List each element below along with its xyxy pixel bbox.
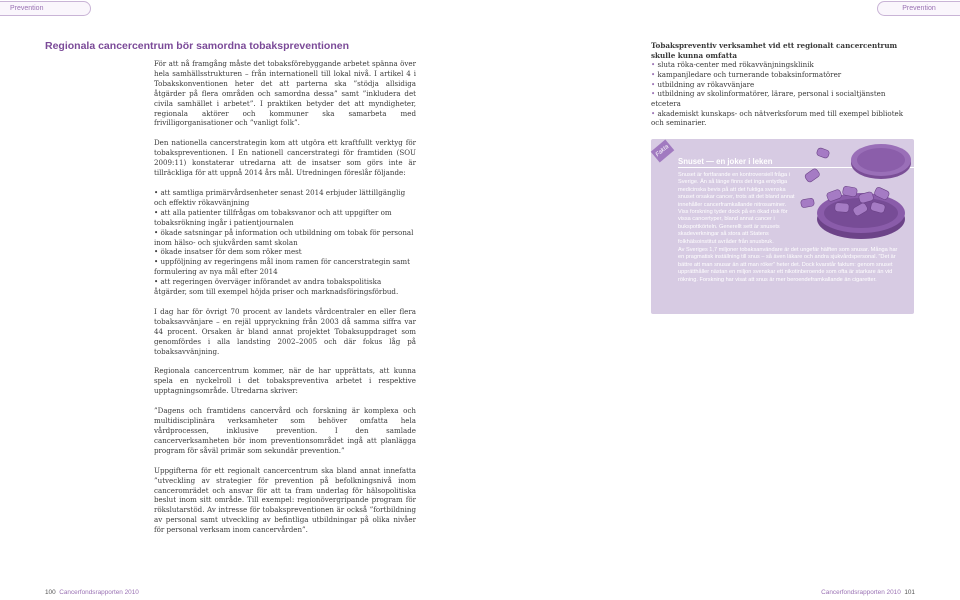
list-item-text: akademiskt kunskaps- och nätverksforum med till exempel bibliotek och seminarier. [651, 108, 904, 128]
page-heading: Regionala cancercentrum bör samordna tobakspreventionen [45, 40, 349, 52]
list-item: • ökade insatser för dem som röker mest [154, 247, 302, 257]
page-number: 100 [45, 589, 56, 596]
list-item: • att regeringen överväger införandet av andra tobakspolitiska åtgärder, som till exempel höjda priser och marknadsföringsförbud. [154, 277, 399, 297]
publication-name: Cancerfondsrapporten 2010 [821, 589, 901, 596]
proposal-list [154, 188, 416, 297]
list-item-text: sluta röka-center med rökavvänjningsklinik [657, 60, 814, 70]
section-tab-left: Prevention [0, 1, 91, 16]
list-item [651, 70, 915, 80]
publication-name: Cancerfondsrapporten 2010 [59, 589, 139, 596]
paragraph: Uppgifterna för ett regionalt cancercentrum ska bland annat innefatta ”utveckling av strategier för prevention på befolkningsnivå inom canceromrädet och ansvar för att ta fram underlag för hälsopolitiska beslut inom sitt område. Till exempel: regionövergripande program för rökslutarstöd. Av intresse för tobakspreventionen är också ”fortbildning av personal samt utveckling av befintliga utbildningar på olika nivåer för personal verksam inom cancervården”. [154, 465, 416, 535]
bullet-icon: • [651, 60, 656, 70]
list-item-text: utbildning av rökavvänjare [657, 79, 755, 89]
list-item-text: utbildning av skolinformatörer, lärare, personal i socialtjänsten etcetera [651, 89, 886, 108]
activities-list [651, 60, 915, 128]
paragraph: Den nationella cancerstrategin kom att utgöra ett kraftfullt verktyg för tobakspreventionen. I En nationell cancerstrategi för framtiden (SOU 2009:11) konstaterar utredarna att de insatser som görs inte är tillräckliga för att uppnå 2014 års mål. Utredningen föreslår följande: [154, 138, 416, 178]
article-body-left [154, 59, 416, 545]
snus-tin-illustration [799, 141, 914, 246]
list-item [651, 80, 915, 90]
fact-box-text: Snuset är fortfarande en kontroversiell fråga i Sverige. Än så länge finns det inga entydiga medicinska bevis på att det fuktiga svenska snuset orsakar cancer, trots att det bland annat innehåller cancerframkallande nitrosaminer. Viss forskning tyder dock på en ökad risk för vissa cancertyper, bland annat cancer i bukspottkörteln. Generellt sett är snusets skadeverkningar så stora att Statens folkhälsoinstitut avråder från snusbruk. [678, 172, 795, 245]
sidebar-activities [651, 41, 915, 128]
fact-badge: Fakta [651, 140, 675, 163]
list-item [651, 109, 915, 128]
list-item: • ökade satsningar på information och utbildning om tobak för personal inom hälso- och sjukvården samt skolan [154, 227, 414, 247]
list-item: • uppföljning av regeringens mål inom ramen för cancerstrategin samt formulering av nya mål efter 2014 [154, 257, 410, 277]
quote: ”Dagens och framtidens cancervård och forskning är komplexa och multidisciplinära verksamheter som behöver omfatta hela vårdprocessen, inklusive prevention. I den samlade cancerverksamheten bör inom preventionsområdet ingå att planlägga program för såväl primär som sekundär prevention.” [154, 406, 416, 455]
paragraph: Regionala cancercentrum kommer, när de har upprättats, att kunna spela en nyckelroll i det tobakspreventiva arbetet i respektive upptagningsområde. Utredarna skriver: [154, 366, 416, 396]
section-tab-right: Prevention [877, 1, 960, 16]
fact-box-text: Av Sveriges 1,7 miljoner tobaksanvändare är det ungefär hälften som snusar. Många har en pragmatisk inställning till snus – så även läkare och andra sjukvårdspersonal. ”Det är bättre att man snusar än att man röker” heter det. Dock kvarstår faktum: genom snuset upprätthåller nästan en miljon svenskar ett nikotinberoende som ofta är starkare än vid rökning. Forskning har visat att snus är mer beroendeframkallande än cigaretter. [678, 247, 898, 283]
fact-box [651, 139, 914, 314]
bullet-icon: • [651, 108, 656, 118]
paragraph: I dag har för övrigt 70 procent av landets vårdcentraler en eller flera tobaksavvänjare – en rejäl uppryckning från 2003 då samma siffra var 44 procent. Orsaken är bland annat projektet Tobaksuppdraget som genomfördes i alla landsting 2002–2005 och där fokus låg på tobaksavvänjning. [154, 306, 416, 356]
list-item-text: kampanjledare och turnerande tobaksinformatörer [657, 69, 842, 79]
footer-right [821, 589, 915, 596]
bullet-icon: • [651, 69, 656, 79]
paragraph: För att nå framgång måste det tobaksförebyggande arbetet spänna över hela samhällsstrukturen – från internationell till lokal nivå. I artikel 4 i Tobakskonventionen heter det att parterna ska ”stödja allsidiga åtgärder på flera områden och samordna dessa” samt ”inkludera det civila samhället i arbetet”. I praktiken betyder det att myndigheter, regionala aktörer och kommuner ska samarbeta med frivilligorganisationer och ”vanligt folk”. [154, 59, 416, 128]
sidebar-title: Tobakspreventiv verksamhet vid ett regionalt cancercentrum skulle kunna omfatta [651, 41, 898, 60]
list-item: • att samtliga primärvårdsenheter senast 2014 erbjuder lättillgänglig och effektiv rökavvänjning [154, 187, 406, 207]
list-item [651, 89, 915, 108]
snus-tin-lid [851, 144, 911, 179]
page-number: 101 [904, 589, 915, 596]
fact-box-title: Snuset — en joker i leken [678, 157, 773, 166]
footer-left [45, 589, 139, 596]
bullet-icon: • [651, 89, 656, 99]
bullet-icon: • [651, 79, 656, 89]
list-item: • att alla patienter tillfrågas om tobaksvanor och att uppgifter om tobaksrökning ingår i patientjournalen [154, 207, 392, 227]
list-item [651, 60, 915, 70]
